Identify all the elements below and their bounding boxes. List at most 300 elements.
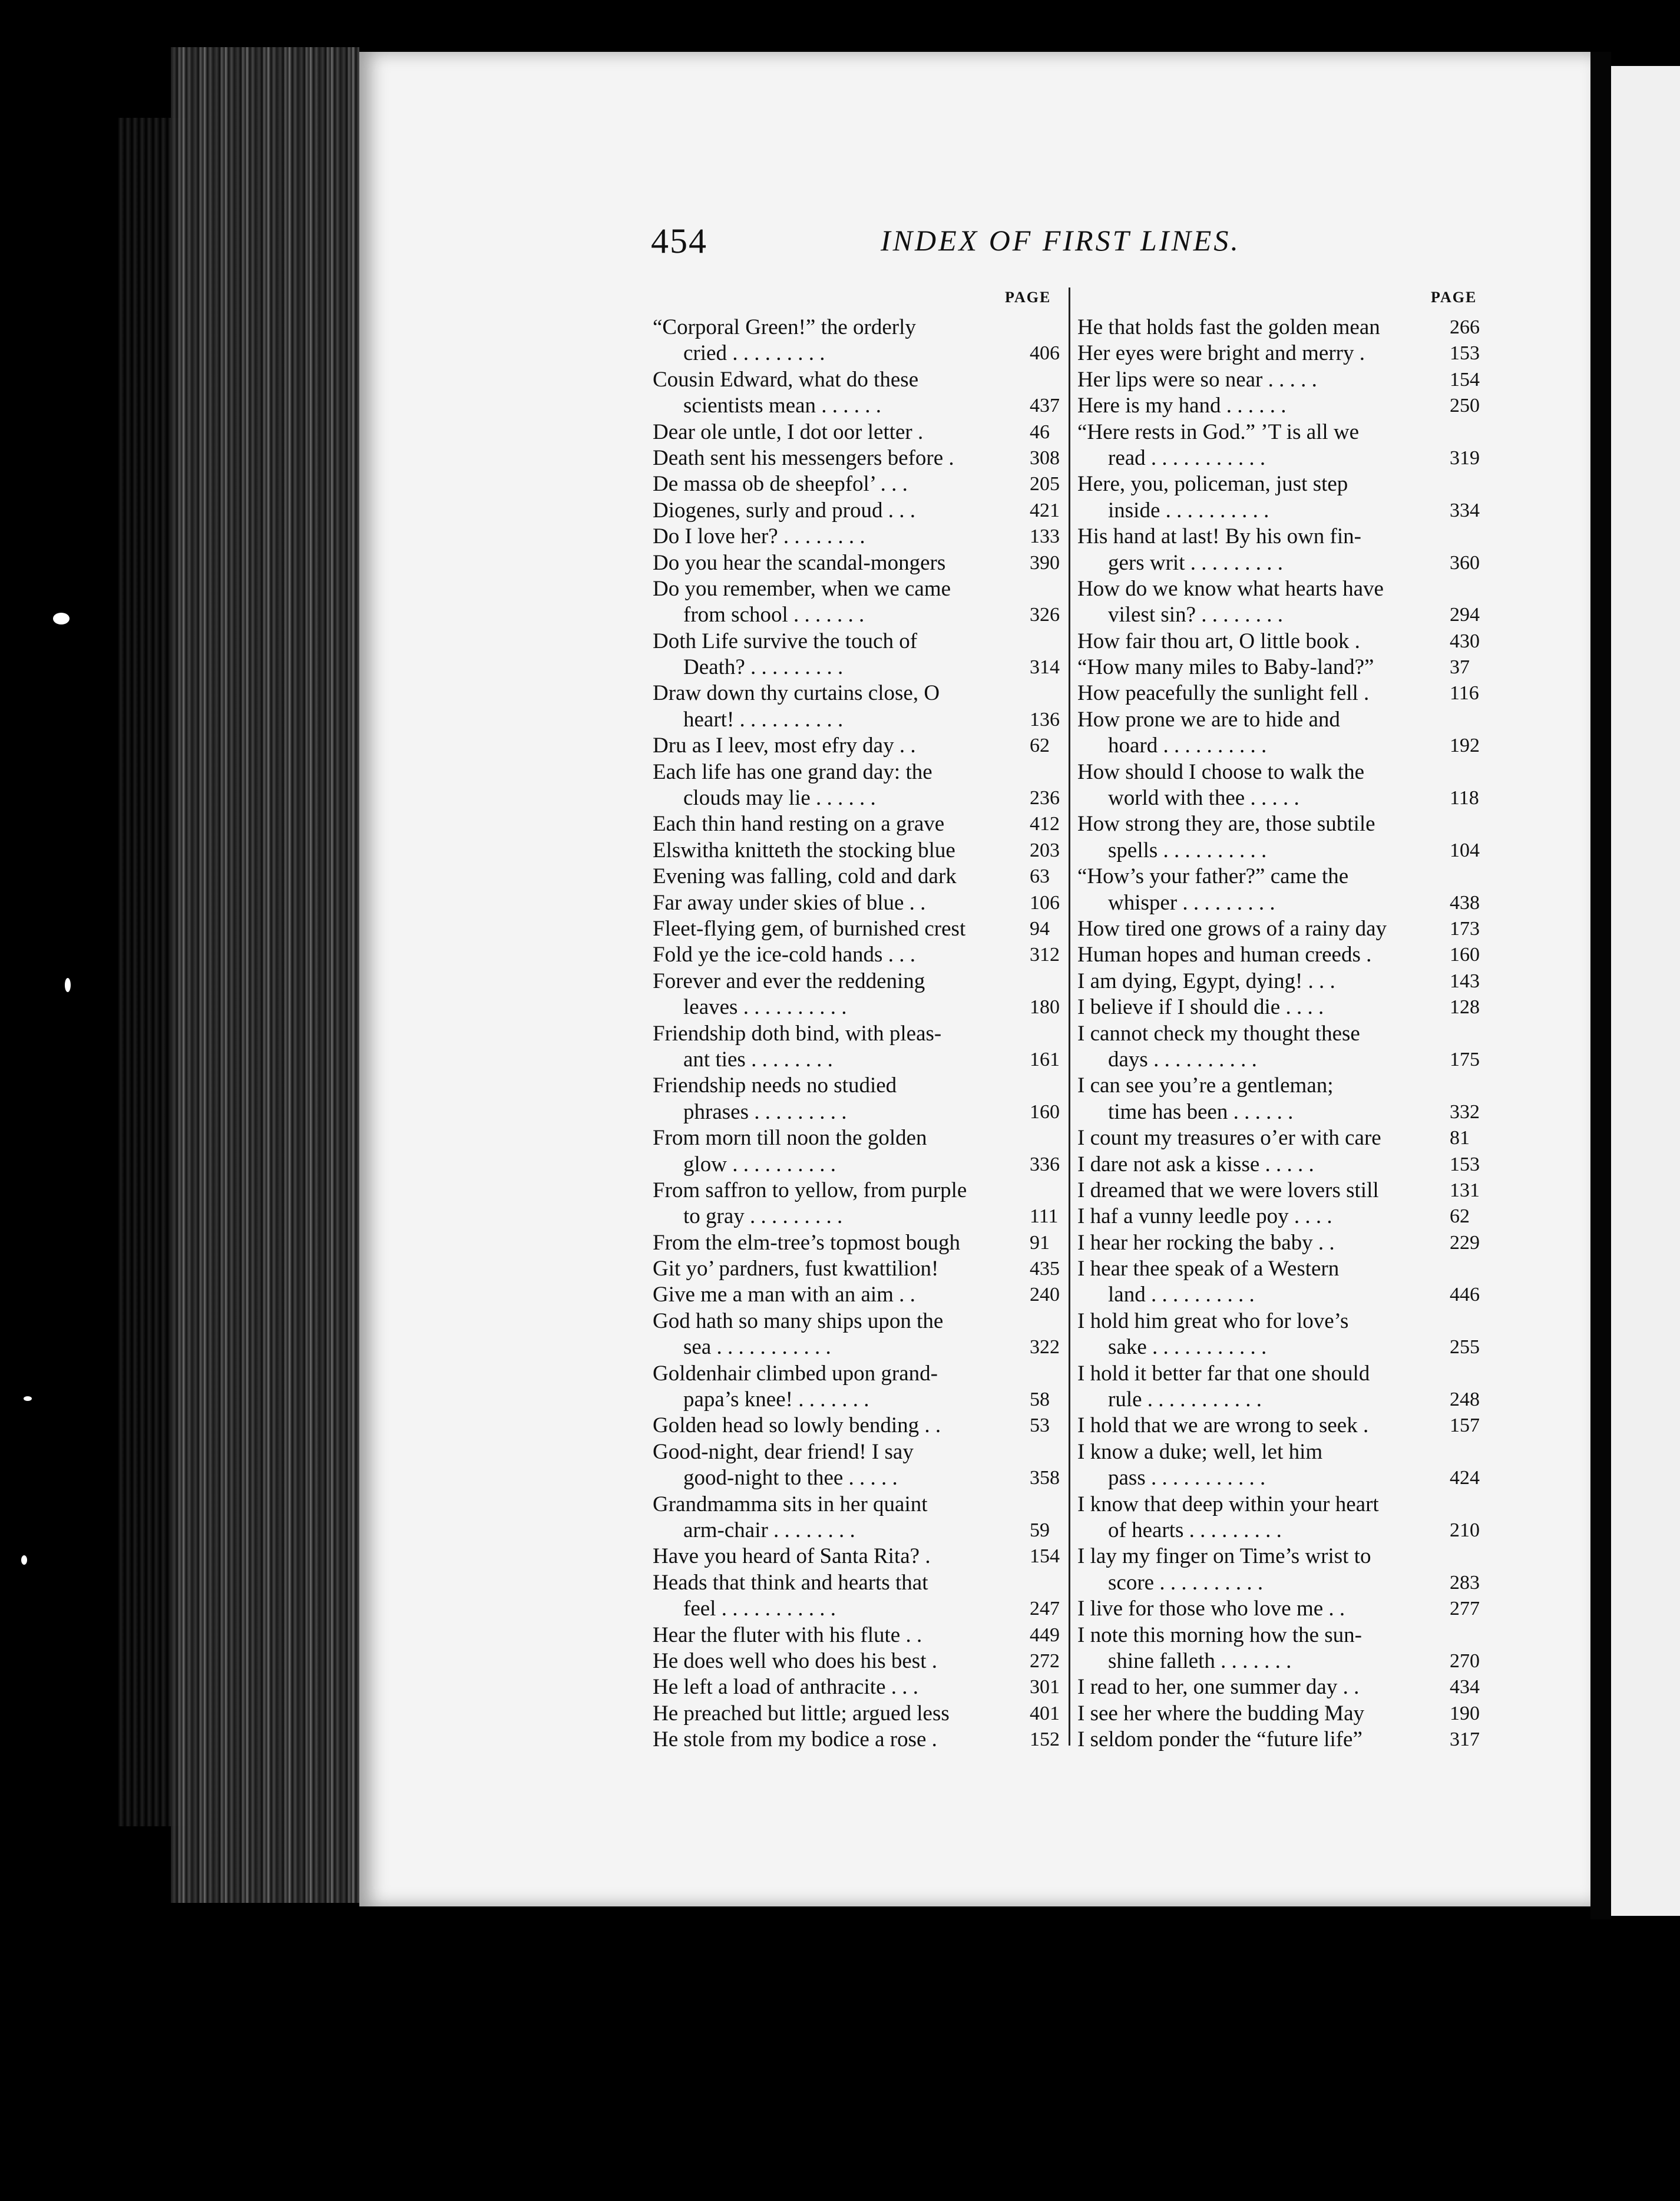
index-entry	[653, 315, 1060, 367]
entry-text: time has been . . . . . .	[1108, 1099, 1294, 1124]
index-entry	[653, 1413, 1050, 1439]
first-line-continuation	[653, 1099, 1060, 1125]
first-line-text	[653, 1282, 1060, 1308]
entry-text: I hear her rocking the baby . .	[1077, 1230, 1335, 1255]
entry-text: Goldenhair climbed upon grand-	[653, 1361, 938, 1386]
page-reference: 449	[1030, 1624, 1060, 1646]
entry-text: shine falleth . . . . . . .	[1108, 1648, 1292, 1673]
first-line-text	[653, 550, 1060, 576]
index-entry	[653, 838, 1060, 864]
first-line-text	[1077, 1439, 1387, 1465]
facing-page-sliver	[1611, 66, 1680, 1916]
page-reference: 334	[1450, 499, 1480, 521]
entry-text: I hold him great who for love’s	[1077, 1308, 1349, 1333]
entry-text: Human hopes and human creeds .	[1077, 943, 1372, 967]
index-entry	[1077, 1178, 1480, 1204]
index-entry	[653, 1361, 1050, 1413]
index-entry	[1077, 1073, 1480, 1125]
first-line-text	[653, 419, 1050, 445]
entry-text: Here, you, policeman, just step	[1077, 472, 1348, 497]
first-line-continuation	[1077, 838, 1480, 864]
entry-text: I haf a vunny leedle poy . . . .	[1077, 1204, 1332, 1229]
entry-text: to gray . . . . . . . . .	[683, 1204, 843, 1229]
entry-text: I know that deep within your heart	[1077, 1492, 1379, 1516]
entry-text: Forever and ever the reddening	[653, 969, 925, 993]
entry-text: Each life has one grand day: the	[653, 759, 932, 784]
entry-text: read . . . . . . . . . . .	[1108, 445, 1266, 470]
first-line-continuation	[1077, 550, 1480, 576]
first-line-continuation	[1077, 445, 1480, 471]
first-line-text	[1077, 916, 1480, 942]
page-reference: 154	[1450, 368, 1480, 391]
index-entry	[1077, 1544, 1480, 1596]
first-line-text	[1077, 969, 1480, 994]
index-entry	[653, 942, 1060, 968]
index-entry	[1077, 1596, 1480, 1622]
index-entry	[653, 733, 1050, 759]
first-line-text	[1077, 629, 1480, 655]
page-column-label: PAGE	[1431, 289, 1477, 306]
first-line-text	[1077, 811, 1387, 837]
entry-text: From saffron to yellow, from purple	[653, 1178, 967, 1202]
entry-text: How should I choose to walk the	[1077, 759, 1365, 784]
index-entry	[1077, 1674, 1480, 1700]
entry-text: world with thee . . . . .	[1108, 786, 1299, 811]
entry-text: Doth Life survive the touch of	[653, 629, 918, 653]
page-header	[651, 221, 1258, 268]
entry-text: Her lips were so near . . . . .	[1077, 367, 1317, 392]
page-reference: 248	[1450, 1389, 1480, 1411]
entry-text: I count my treasures o’er with care	[1077, 1126, 1381, 1151]
first-line-text	[653, 1622, 1060, 1648]
index-entry	[653, 445, 1060, 471]
index-entry	[653, 471, 1060, 497]
page-reference: 173	[1450, 917, 1480, 940]
page-reference: 210	[1450, 1519, 1480, 1541]
first-line-text	[1077, 576, 1387, 602]
first-line-text	[653, 1073, 967, 1099]
entry-text: “How’s your father?” came the	[1077, 864, 1349, 889]
first-line-text	[1077, 1674, 1480, 1700]
index-entry	[1077, 1492, 1480, 1544]
first-line-continuation	[1077, 785, 1479, 811]
first-line-text	[1077, 341, 1480, 366]
first-line-text	[1077, 1727, 1480, 1753]
entry-text: sea . . . . . . . . . . .	[683, 1335, 831, 1360]
page-reference: 314	[1030, 656, 1060, 679]
page-reference: 435	[1030, 1258, 1060, 1280]
first-line-text	[653, 445, 1060, 471]
entry-text: spells . . . . . . . . . .	[1108, 838, 1267, 862]
first-line-text	[653, 576, 967, 602]
first-line-text	[653, 811, 1060, 837]
entry-text: How tired one grows of a rainy day	[1077, 916, 1387, 941]
first-line-text	[653, 1256, 1060, 1282]
first-line-text	[653, 916, 1050, 942]
first-line-continuation	[653, 1518, 1050, 1544]
page-reference: 270	[1450, 1650, 1480, 1672]
entry-text: Far away under skies of blue . .	[653, 890, 926, 915]
index-entry	[653, 1256, 1060, 1282]
first-line-text	[653, 1648, 1060, 1674]
index-entry	[1077, 1152, 1480, 1178]
scan-speck	[53, 613, 70, 624]
entry-text: cried . . . . . . . . .	[683, 341, 825, 366]
page-reference: 322	[1030, 1336, 1060, 1359]
index-entry	[1077, 680, 1479, 706]
index-entry	[1077, 629, 1480, 655]
first-line-continuation	[1077, 733, 1480, 759]
first-line-continuation	[653, 785, 1060, 811]
page-reference: 437	[1030, 395, 1060, 417]
entry-text: heart! . . . . . . . . . .	[683, 707, 844, 732]
page-reference: 294	[1450, 604, 1480, 626]
entry-text: I hear thee speak of a Western	[1077, 1257, 1340, 1281]
index-entry	[653, 969, 1060, 1021]
index-entry	[1077, 655, 1470, 680]
entry-text: Fold ye the ice-cold hands . . .	[653, 943, 915, 967]
first-line-text	[1077, 1230, 1480, 1256]
entry-text: Evening was falling, cold and dark	[653, 864, 957, 889]
first-line-continuation	[1077, 1648, 1480, 1674]
index-entry	[653, 1021, 1060, 1073]
page-reference: 160	[1030, 1100, 1060, 1123]
entry-text: pass . . . . . . . . . . .	[1108, 1466, 1266, 1491]
page-reference: 430	[1450, 630, 1480, 652]
entry-text: Do you remember, when we came	[653, 576, 951, 601]
page-reference: 406	[1030, 342, 1060, 365]
page-reference: 203	[1030, 839, 1060, 861]
index-entry	[653, 550, 1060, 576]
entry-text: Dear ole untle, I dot oor letter .	[653, 419, 924, 444]
index-entry	[653, 1492, 1050, 1544]
first-line-text	[1077, 1361, 1387, 1387]
page-reference: 424	[1450, 1467, 1480, 1489]
entry-text: I note this morning how the sun-	[1077, 1622, 1362, 1647]
first-line-text	[653, 1230, 1050, 1256]
page-reference: 283	[1450, 1571, 1480, 1594]
first-line-text	[1077, 1308, 1387, 1334]
first-line-continuation	[653, 655, 1060, 680]
first-line-continuation	[1077, 1518, 1480, 1544]
first-line-continuation	[653, 1204, 1059, 1230]
first-line-text	[653, 367, 967, 393]
book-page	[359, 52, 1590, 1906]
entry-text: gers writ . . . . . . . . .	[1108, 550, 1283, 575]
scan-speck	[24, 1396, 32, 1401]
first-line-text	[1077, 655, 1470, 680]
first-line-text	[653, 498, 1060, 524]
index-entry	[1077, 367, 1480, 393]
scan-speck	[65, 978, 71, 992]
first-line-continuation	[653, 1334, 1060, 1360]
page-reference: 277	[1450, 1598, 1480, 1620]
index-entry	[1077, 576, 1480, 629]
page-reference: 153	[1450, 342, 1480, 365]
index-entry	[1077, 759, 1479, 812]
entry-text: His hand at last! By his own fin-	[1077, 524, 1361, 549]
first-line-continuation	[653, 1047, 1060, 1073]
first-line-text	[1077, 524, 1387, 550]
page-reference: 272	[1030, 1650, 1060, 1672]
first-line-continuation	[1077, 1099, 1480, 1125]
index-entry	[653, 1674, 1060, 1700]
index-entry	[653, 1727, 1060, 1753]
first-line-text	[653, 1701, 1060, 1727]
column-divider	[1069, 287, 1070, 1746]
page-reference: 175	[1450, 1048, 1480, 1070]
index-entry	[653, 1648, 1060, 1674]
page-reference: 312	[1030, 944, 1060, 966]
entry-text: I believe if I should die . . . .	[1077, 995, 1324, 1020]
first-line-text	[653, 1674, 1060, 1700]
entry-text: He stole from my bodice a rose .	[653, 1727, 937, 1752]
first-line-text	[653, 629, 967, 655]
page-reference: 160	[1450, 944, 1480, 966]
page-reference: 128	[1450, 996, 1480, 1019]
first-line-text	[1077, 759, 1387, 785]
first-line-continuation	[1077, 1465, 1480, 1491]
index-entry	[1077, 471, 1480, 524]
index-entry	[653, 1570, 1060, 1622]
first-line-text	[1077, 1492, 1387, 1518]
page-reference: 91	[1030, 1231, 1050, 1254]
index-entry	[653, 1439, 1060, 1492]
entry-text: vilest sin? . . . . . . . .	[1108, 603, 1284, 627]
index-entry	[1077, 341, 1480, 366]
entry-text: How prone we are to hide and	[1077, 707, 1340, 732]
first-line-text	[653, 524, 1060, 550]
first-line-text	[653, 942, 1060, 968]
entry-text: Dru as I leev, most efry day . .	[653, 733, 916, 758]
entry-text: Heads that think and hearts that	[653, 1570, 928, 1595]
first-line-continuation	[1077, 890, 1480, 916]
entry-text: From the elm-tree’s topmost bough	[653, 1230, 961, 1255]
index-entry	[653, 759, 1060, 812]
first-line-text	[653, 1544, 1060, 1569]
entry-text: from school . . . . . . .	[683, 603, 865, 627]
entry-text: I seldom ponder the “future life”	[1077, 1727, 1362, 1752]
index-entry	[653, 629, 1060, 681]
first-line-text	[653, 1570, 967, 1596]
index-entry	[653, 1544, 1060, 1569]
entry-text: inside . . . . . . . . . .	[1108, 498, 1269, 523]
first-line-text	[1077, 1544, 1387, 1569]
first-line-continuation	[653, 341, 1060, 366]
first-line-text	[1077, 393, 1480, 419]
page-reference: 229	[1450, 1231, 1480, 1254]
index-entry	[1077, 916, 1480, 942]
entry-text: How do we know what hearts have	[1077, 576, 1384, 601]
entry-text: ant ties . . . . . . . .	[683, 1047, 833, 1072]
page-reference: 62	[1450, 1205, 1470, 1228]
entry-text: “Here rests in God.” ’T is all we	[1077, 419, 1360, 444]
index-entry	[653, 680, 1060, 733]
page-reference: 308	[1030, 447, 1060, 469]
entry-text: I live for those who love me . .	[1077, 1597, 1345, 1621]
first-line-text	[1077, 707, 1387, 733]
index-entry	[1077, 864, 1480, 916]
index-entry	[653, 524, 1060, 550]
index-entry	[653, 367, 1060, 419]
entry-text: He left a load of anthracite . . .	[653, 1675, 918, 1700]
first-line-text	[653, 471, 1060, 497]
page-reference: 319	[1450, 447, 1480, 469]
first-line-continuation	[653, 707, 1060, 733]
entry-text: clouds may lie . . . . . .	[683, 786, 876, 811]
entry-text: Friendship needs no studied	[653, 1073, 897, 1098]
first-line-text	[1077, 1021, 1387, 1047]
page-reference: 118	[1450, 787, 1479, 809]
entry-text: rule . . . . . . . . . . .	[1108, 1387, 1262, 1412]
first-line-continuation	[653, 1152, 1060, 1178]
first-line-continuation	[1077, 1570, 1480, 1596]
page-reference: 192	[1450, 735, 1480, 757]
entry-text: I hold that we are wrong to seek .	[1077, 1413, 1369, 1438]
first-line-continuation	[653, 1465, 1060, 1491]
index-entry	[653, 1701, 1060, 1727]
index-entry	[1077, 969, 1480, 994]
first-line-text	[653, 1492, 967, 1518]
page-reference: 37	[1450, 656, 1470, 679]
first-line-continuation	[653, 994, 1060, 1020]
entry-text: I dare not ask a kisse . . . . .	[1077, 1152, 1314, 1176]
entry-text: “Corporal Green!” the orderly	[653, 315, 916, 339]
first-line-continuation	[653, 1596, 1060, 1622]
entry-text: Friendship doth bind, with pleas-	[653, 1021, 942, 1046]
entry-text: papa’s knee! . . . . . . .	[683, 1387, 869, 1412]
first-line-text	[653, 680, 967, 706]
index-entry	[653, 1125, 1060, 1178]
entry-text: How peacefully the sunlight fell .	[1077, 681, 1370, 706]
page-reference: 332	[1450, 1100, 1480, 1123]
index-entry	[653, 1073, 1060, 1125]
index-entry	[1077, 942, 1480, 968]
page-reference: 94	[1030, 917, 1050, 940]
entry-text: whisper . . . . . . . . .	[1108, 890, 1275, 915]
entry-text: God hath so many ships upon the	[653, 1308, 944, 1333]
index-entry	[1077, 1439, 1480, 1492]
index-entry	[653, 916, 1050, 942]
entry-text: He preached but little; argued less	[653, 1701, 950, 1726]
entry-text: feel . . . . . . . . . . .	[683, 1597, 836, 1621]
page-reference: 301	[1030, 1676, 1060, 1698]
book-page-edges	[171, 47, 359, 1903]
page-reference: 62	[1030, 735, 1050, 757]
index-entry	[1077, 994, 1480, 1020]
first-line-text	[1077, 471, 1387, 497]
first-line-text	[1077, 942, 1480, 968]
entry-text: of hearts . . . . . . . . .	[1108, 1518, 1282, 1542]
entry-text: I read to her, one summer day . .	[1077, 1675, 1360, 1700]
index-entry	[653, 576, 1060, 629]
page-reference: 412	[1030, 813, 1060, 835]
entry-text: Draw down thy curtains close, O	[653, 681, 940, 706]
index-entry	[653, 419, 1050, 445]
entry-text: He that holds fast the golden mean	[1077, 315, 1380, 339]
first-line-continuation	[653, 393, 1060, 419]
page-reference: 53	[1030, 1415, 1050, 1437]
page-reference: 390	[1030, 551, 1060, 574]
first-line-text	[1077, 315, 1480, 341]
first-line-text	[1077, 1125, 1470, 1151]
page-reference: 358	[1030, 1467, 1060, 1489]
first-line-text	[1077, 994, 1480, 1020]
first-line-continuation	[1077, 1387, 1480, 1413]
first-line-text	[653, 1021, 967, 1047]
index-entry	[1077, 1230, 1480, 1256]
page-reference: 401	[1030, 1702, 1060, 1724]
page-reference: 58	[1030, 1389, 1050, 1411]
entry-text: “How many miles to Baby-land?”	[1077, 655, 1374, 680]
first-line-text	[1077, 1701, 1480, 1727]
first-line-text	[1077, 1152, 1480, 1178]
entry-text: Death sent his messengers before .	[653, 445, 954, 470]
page-reference: 133	[1030, 526, 1060, 548]
entry-text: I am dying, Egypt, dying! . . .	[1077, 969, 1335, 993]
page-reference: 250	[1450, 395, 1480, 417]
page-reference: 255	[1450, 1336, 1480, 1359]
entry-text: I know a duke; well, let him	[1077, 1439, 1323, 1464]
entry-text: I can see you’re a gentleman;	[1077, 1073, 1334, 1098]
page-reference: 240	[1030, 1284, 1060, 1306]
first-line-text	[653, 1308, 967, 1334]
page-reference: 434	[1450, 1676, 1480, 1698]
entry-text: How strong they are, those subtile	[1077, 812, 1375, 837]
entry-text: From morn till noon the golden	[653, 1126, 927, 1151]
index-entries	[1077, 315, 1480, 1753]
entry-text: He does well who does his best .	[653, 1648, 937, 1673]
index-entry	[653, 498, 1060, 524]
index-entry	[1077, 1204, 1470, 1230]
entry-text: I cannot check my thought these	[1077, 1021, 1360, 1046]
entry-text: days . . . . . . . . . .	[1108, 1047, 1257, 1072]
first-line-continuation	[1077, 1047, 1480, 1073]
index-entry	[653, 1230, 1050, 1256]
entry-text: scientists mean . . . . . .	[683, 394, 882, 418]
page-reference: 111	[1030, 1205, 1059, 1228]
page-reference: 106	[1030, 891, 1060, 914]
index-entry	[1077, 1701, 1480, 1727]
page-reference: 421	[1030, 499, 1060, 521]
entry-text: Have you heard of Santa Rita? .	[653, 1544, 931, 1569]
first-line-continuation	[1077, 498, 1480, 524]
first-line-text	[653, 315, 967, 341]
first-line-continuation	[1077, 1334, 1480, 1360]
index-entry	[1077, 315, 1480, 341]
entry-text: Golden head so lowly bending . .	[653, 1413, 941, 1438]
entry-text: How fair thou art, O little book .	[1077, 629, 1360, 653]
entry-text: I dreamed that we were lovers still	[1077, 1178, 1379, 1202]
first-line-text	[1077, 1256, 1387, 1282]
running-title: INDEX OF FIRST LINES.	[881, 224, 1241, 257]
entry-text: Cousin Edward, what do these	[653, 367, 919, 392]
entry-text: leaves . . . . . . . . . .	[683, 995, 847, 1020]
page-reference: 59	[1030, 1519, 1050, 1541]
entry-text: Each thin hand resting on a grave	[653, 812, 945, 837]
index-entry	[1077, 1308, 1480, 1361]
page-reference: 446	[1450, 1284, 1480, 1306]
page-reference: 46	[1030, 421, 1050, 443]
entry-text: I lay my finger on Time’s wrist to	[1077, 1544, 1371, 1569]
entry-text: Her eyes were bright and merry .	[1077, 341, 1365, 366]
entry-text: Give me a man with an aim . .	[653, 1283, 915, 1307]
entry-text: Here is my hand . . . . . .	[1077, 394, 1287, 418]
page-reference: 154	[1030, 1545, 1060, 1568]
page-reference: 136	[1030, 708, 1060, 731]
entry-text: I hold it better far that one should	[1077, 1361, 1370, 1386]
first-line-text	[653, 1361, 967, 1387]
